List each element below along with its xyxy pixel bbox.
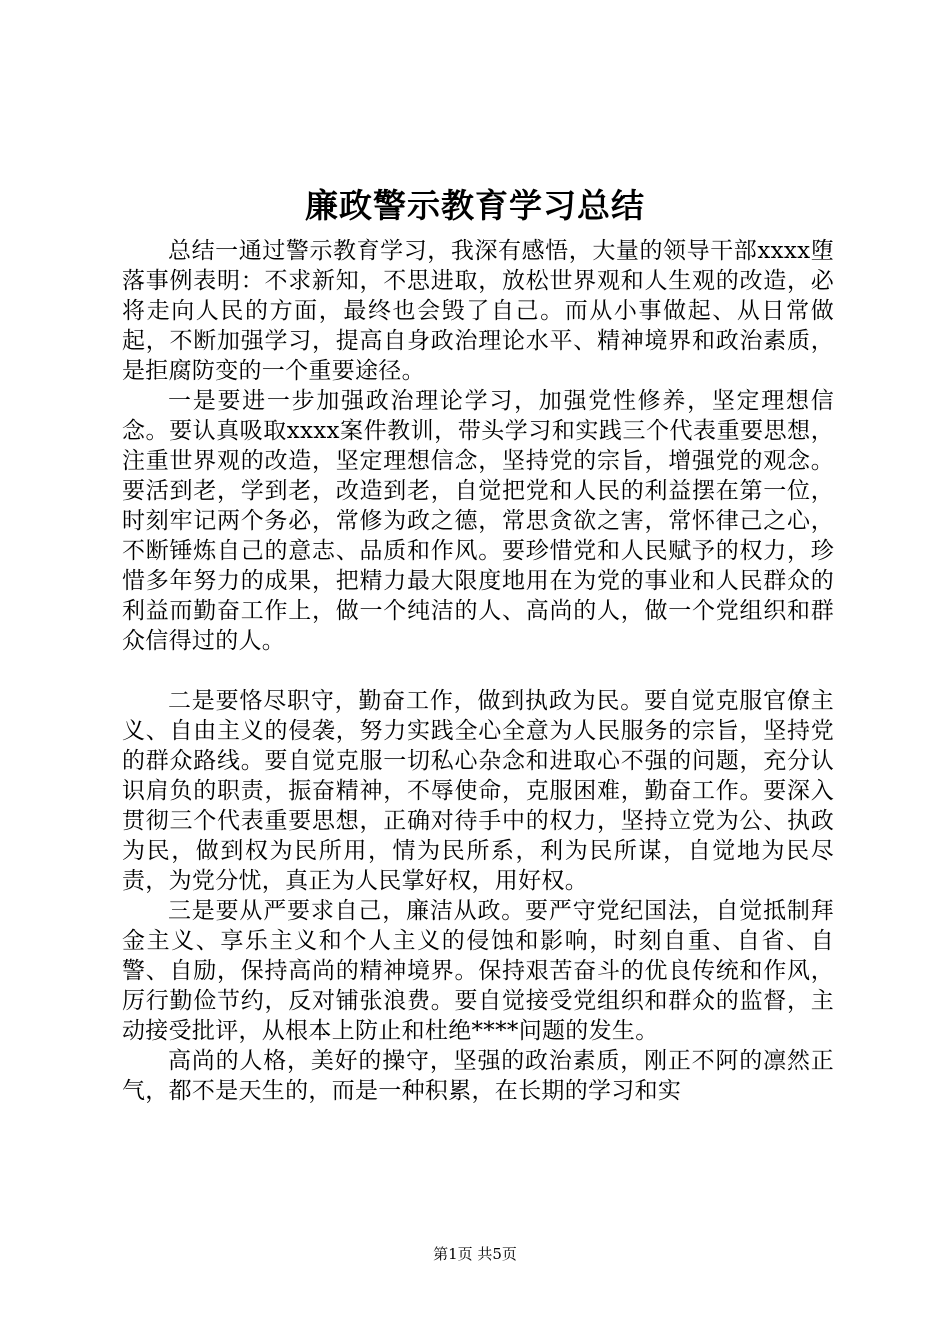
paragraph-summary: 总结一通过警示教育学习，我深有感悟，大量的领导干部xxxx堕落事例表明：不求新知，不思进取，放松世界观和人生观的改造，必将走向人民的方面，最终也会毁了自己。而从小事做起、从日常做起，不断加强学习，提高自身政治理论水平、精神境界和政治素质，是拒腐防变的一个重要途径。 <box>122 238 834 384</box>
paragraph-conclusion: 高尚的人格，美好的操守，坚强的政治素质，刚正不阿的凛然正气，都不是天生的，而是一种积累，在长期的学习和实 <box>122 1048 834 1104</box>
document-title: 廉政警示教育学习总结 <box>305 186 645 225</box>
paragraph-point-three: 三是要从严要求自己，廉洁从政。要严守党纪国法，自觉抵制拜金主义、享乐主义和个人主义的侵蚀和影响，时刻自重、自省、自警、自励，保持高尚的精神境界。保持艰苦奋斗的优良传统和作风，厉行勤俭节约，反对铺张浪费。要自觉接受党组织和群众的监督，主动接受批评，从根本上防止和杜绝****问题的发生。 <box>122 898 834 1044</box>
paragraph-point-one: 一是要进一步加强政治理论学习，加强党性修养，坚定理想信念。要认真吸取xxxx案件教训，带头学习和实践三个代表重要思想，注重世界观的改造，坚定理想信念，坚持党的宗旨，增强党的观念。要活到老，学到老，改造到老，自觉把党和人民的利益摆在第一位，时刻牢记两个务必，常修为政之德，常思贪欲之害，常怀律己之心，不断锤炼自己的意志、品质和作风。要珍惜党和人民赋予的权力，珍惜多年努力的成果，把精力最大限度地用在为党的事业和人民群众的利益而勤奋工作上，做一个纯洁的人、高尚的人，做一个党组织和群众信得过的人。 <box>122 388 834 654</box>
paragraph-point-two: 二是要恪尽职守，勤奋工作，做到执政为民。要自觉克服官僚主义、自由主义的侵袭，努力实践全心全意为人民服务的宗旨，坚持党的群众路线。要自觉克服一切私心杂念和进取心不强的问题，充分认识肩负的职责，振奋精神，不辱使命，克服困难，勤奋工作。要深入贯彻三个代表重要思想，正确对待手中的权力，坚持立党为公、执政为民，做到权为民所用，情为民所系，利为民所谋，自觉地为民尽责，为党分忧，真正为人民掌好权，用好权。 <box>122 688 834 894</box>
document-body <box>122 236 834 1106</box>
page-number-footer: 第1页 共5页 <box>433 1245 517 1263</box>
